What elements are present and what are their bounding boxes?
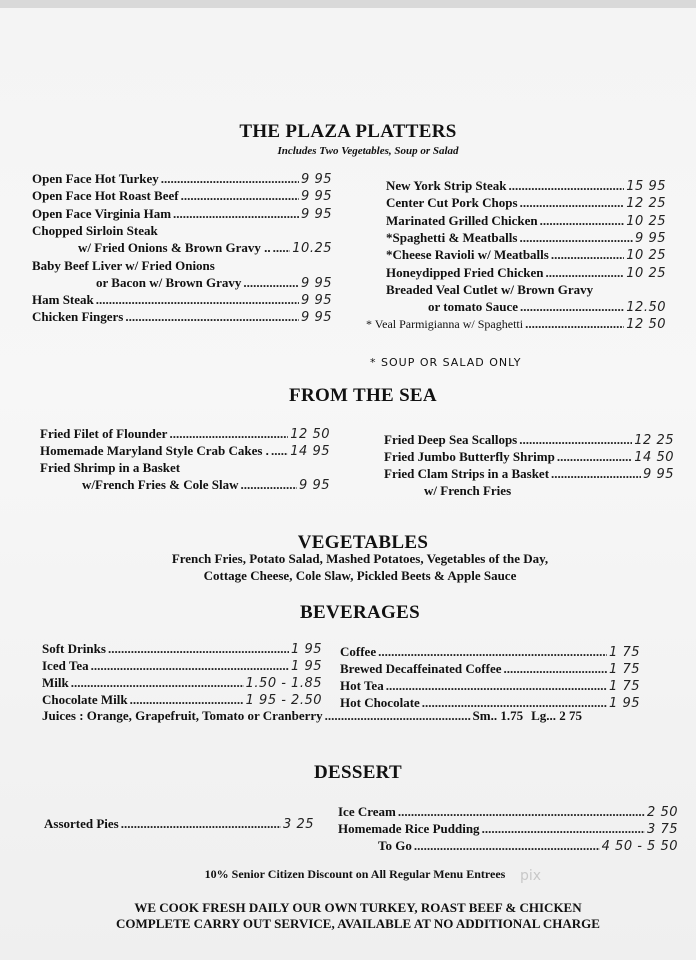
menu-item-price: 12 25 [626,196,666,212]
menu-item-row [42,641,322,658]
menu-item-price: 9 95 [299,478,330,493]
menu-item-name: Chicken Fingers [32,309,124,325]
leader-dots [271,443,288,459]
menu-item-row [44,816,314,833]
menu-item-price: 9 95 [301,293,332,309]
menu-item-name: Brewed Decaffeinated Coffee [340,661,502,676]
leader-dots [91,658,289,674]
menu-item-name: Coffee [340,644,377,659]
leader-dots [414,838,600,854]
vegetables-line-1: French Fries, Potato Salad, Mashed Potatoes, Vegetables of the Day, [171,551,549,566]
leader-dots [503,661,607,677]
menu-item-price: 10 25 [626,248,666,264]
leader-dots [540,213,625,229]
leader-dots [551,466,641,482]
leader-dots [551,247,624,263]
menu-item-name: *Spaghetti & Meatballs [386,229,518,245]
menu-item-row [386,195,666,212]
dessert-title: DESSERT [313,762,403,783]
menu-item-row [384,432,674,449]
menu-item-name: Milk [42,675,69,690]
menu-item-row [42,658,322,675]
menu-item-price: 1 95 [291,659,322,674]
menu-item-price: 3 25 [283,817,314,832]
menu-item-price: 3 75 [647,822,678,837]
leader-dots [240,477,297,493]
menu-item-price: 14 50 [634,450,674,465]
menu-item-price: 12 50 [626,317,666,333]
menu-item-row [32,223,332,239]
menu-item-price: 9 95 [301,310,332,326]
menu-item-row [428,299,666,316]
leader-dots [71,675,244,691]
menu-item-row [338,821,678,838]
menu-item-price: 9 95 [635,230,666,246]
menu-item-name: * Veal Parmigianna w/ Spaghetti [366,317,524,332]
menu-item-row [32,188,332,205]
menu-item-name: Fried Jumbo Butterfly Shrimp [384,449,555,464]
footer-line-1: WE COOK FRESH DAILY OUR OWN TURKEY, ROAST BEEF & CHICKEN [134,900,582,915]
menu-item-row [42,692,322,709]
menu-item-row [386,230,666,247]
leader-dots [519,432,632,448]
menu-item-name: Open Face Hot Roast Beef [32,188,179,204]
menu-item-name: Hot Chocolate [340,695,420,710]
juices-large: Lg... 2 75 [531,708,582,723]
leader-dots [108,641,289,657]
menu-item-name: Honeydipped Fried Chicken [386,264,544,280]
footer-line-2: COMPLETE CARRY OUT SERVICE, AVAILABLE AT NO ADDITIONAL CHARGE [116,916,600,931]
menu-item-price: 12 50 [290,427,330,442]
menu-item-row [40,443,330,460]
menu-item-row [338,804,678,821]
menu-item-name: Assorted Pies [44,816,119,831]
vegetables-title: VEGETABLES [297,532,429,553]
menu-item-name: or tomato Sauce [428,299,519,315]
juices-dots [325,708,471,724]
menu-item-name: w/French Fries & Cole Slaw [82,477,239,492]
menu-item-name: Fried Filet of Flounder [40,426,168,441]
menu-item-price: 1 75 [609,662,640,677]
menu-item-row [42,675,322,692]
leader-dots [398,804,645,820]
leader-dots [161,171,299,187]
leader-dots [520,299,624,315]
leader-dots [520,195,625,211]
menu-item-price: 9 95 [301,206,332,222]
menu-item-row [96,275,332,292]
menu-item-row [40,426,330,443]
menu-item-price: 12 25 [634,433,674,448]
leader-dots [181,188,299,204]
leader-dots [525,316,624,332]
menu-item-name: Hot Tea [340,678,384,693]
leader-dots [273,240,291,256]
menu-item-name: *Cheese Ravioli w/ Meatballs [386,247,549,263]
juices-row [42,708,582,724]
leader-dots [130,692,244,708]
menu-item-price: 12.50 [626,300,666,316]
leader-dots [121,816,281,832]
leader-dots [519,230,633,246]
menu-item-price: 10.25 [292,241,332,257]
menu-item-name: To Go [378,838,412,853]
watermark-text: pix [520,868,542,884]
vegetables-line-2: Cottage Cheese, Cole Slaw, Pickled Beets & Apple Sauce [203,568,517,583]
menu-item-row [384,449,674,466]
menu-item-name: or Bacon w/ Brown Gravy [96,274,242,290]
menu-item-row [386,265,666,282]
sea-title: FROM THE SEA [289,385,437,406]
senior-discount: 10% Senior Citizen Discount on All Regular Menu Entrees [204,867,506,881]
menu-item-price: 1 95 [291,642,322,657]
menu-item-row [78,240,332,257]
menu-item-row [424,483,674,499]
menu-item-row [378,838,678,855]
menu-item-row [340,661,640,678]
menu-item-row [32,206,332,223]
leader-dots [545,265,624,281]
menu-item-price: 1 95 - 2.50 [245,693,322,708]
leader-dots [509,178,625,194]
menu-item-name: Fried Deep Sea Scallops [384,432,518,447]
menu-item-name: w/ Fried Onions & Brown Gravy .. [78,240,271,256]
menu-item-row [32,171,332,188]
leader-dots [125,309,299,325]
menu-item-price: 4 50 - 5 50 [601,839,678,854]
menu-item-price: 14 95 [290,444,330,459]
menu-item-price: 1 95 [609,696,640,711]
menu-item-price: 9 95 [301,189,332,205]
leader-dots [557,449,632,465]
menu-item-row [32,258,332,274]
juices-name: Juices : Orange, Grapefruit, Tomato or Cranberry [42,708,323,723]
menu-item-price: 1.50 - 1.85 [245,676,322,691]
menu-item-price: 2 50 [647,805,678,820]
menu-item-price: 1 75 [609,645,640,660]
menu-item-name: Homemade Rice Pudding [338,821,480,836]
leader-dots [96,292,299,308]
menu-item-price: 10 25 [626,265,666,281]
menu-item-row [82,477,330,494]
menu-item-name: Marinated Grilled Chicken [386,212,538,228]
menu-page [0,8,696,960]
leader-dots [386,678,607,694]
leader-dots [482,821,645,837]
soup-salad-note: * SOUP OR SALAD ONLY [370,356,522,369]
menu-item-name: Iced Tea [42,658,89,673]
menu-item-row [386,282,666,298]
menu-item-name: Fried Clam Strips in a Basket [384,466,550,481]
menu-item-price: 9 95 [301,275,332,291]
menu-item-price: 9 95 [643,467,674,482]
menu-item-name: Ice Cream [338,804,396,819]
menu-item-name: Baby Beef Liver w/ Fried Onions [32,257,215,273]
menu-item-name: Fried Shrimp in a Basket [40,460,181,475]
menu-item-price: 10 25 [626,213,666,229]
menu-item-price: 15 95 [626,179,666,194]
menu-item-row [32,292,332,309]
menu-item-name: Chocolate Milk [42,692,128,707]
menu-item-name: Chopped Sirloin Steak [32,222,158,238]
beverages-title: BEVERAGES [300,602,420,623]
menu-item-name: w/ French Fries [424,483,512,498]
menu-item-name: Breaded Veal Cutlet w/ Brown Gravy [386,281,594,297]
menu-item-row [40,460,330,476]
menu-item-row [386,247,666,264]
menu-item-row [386,213,666,230]
platters-title: THE PLAZA PLATTERS [239,121,457,142]
menu-item-name: Open Face Virginia Ham [32,205,172,221]
menu-item-row [340,678,640,695]
menu-item-row [366,316,666,333]
leader-dots [378,644,607,660]
menu-item-name: Soft Drinks [42,641,106,656]
menu-item-name: Open Face Hot Turkey [32,171,159,186]
menu-item-row [340,644,640,661]
platters-subtitle: Includes Two Vegetables, Soup or Salad [277,145,459,157]
menu-item-name: Center Cut Pork Chops [386,195,518,211]
leader-dots [243,275,299,291]
menu-item-row [386,178,666,195]
menu-item-price: 1 75 [609,679,640,694]
leader-dots [169,426,288,442]
menu-item-name: Ham Steak [32,292,94,308]
menu-item-name: Homemade Maryland Style Crab Cakes . [40,443,269,458]
menu-item-price: 9 95 [301,172,332,187]
juices-small: Sm.. 1.75 [472,708,524,723]
menu-item-row [32,309,332,326]
menu-item-name: New York Strip Steak [386,178,507,193]
menu-item-row [384,466,674,483]
leader-dots [173,206,299,222]
